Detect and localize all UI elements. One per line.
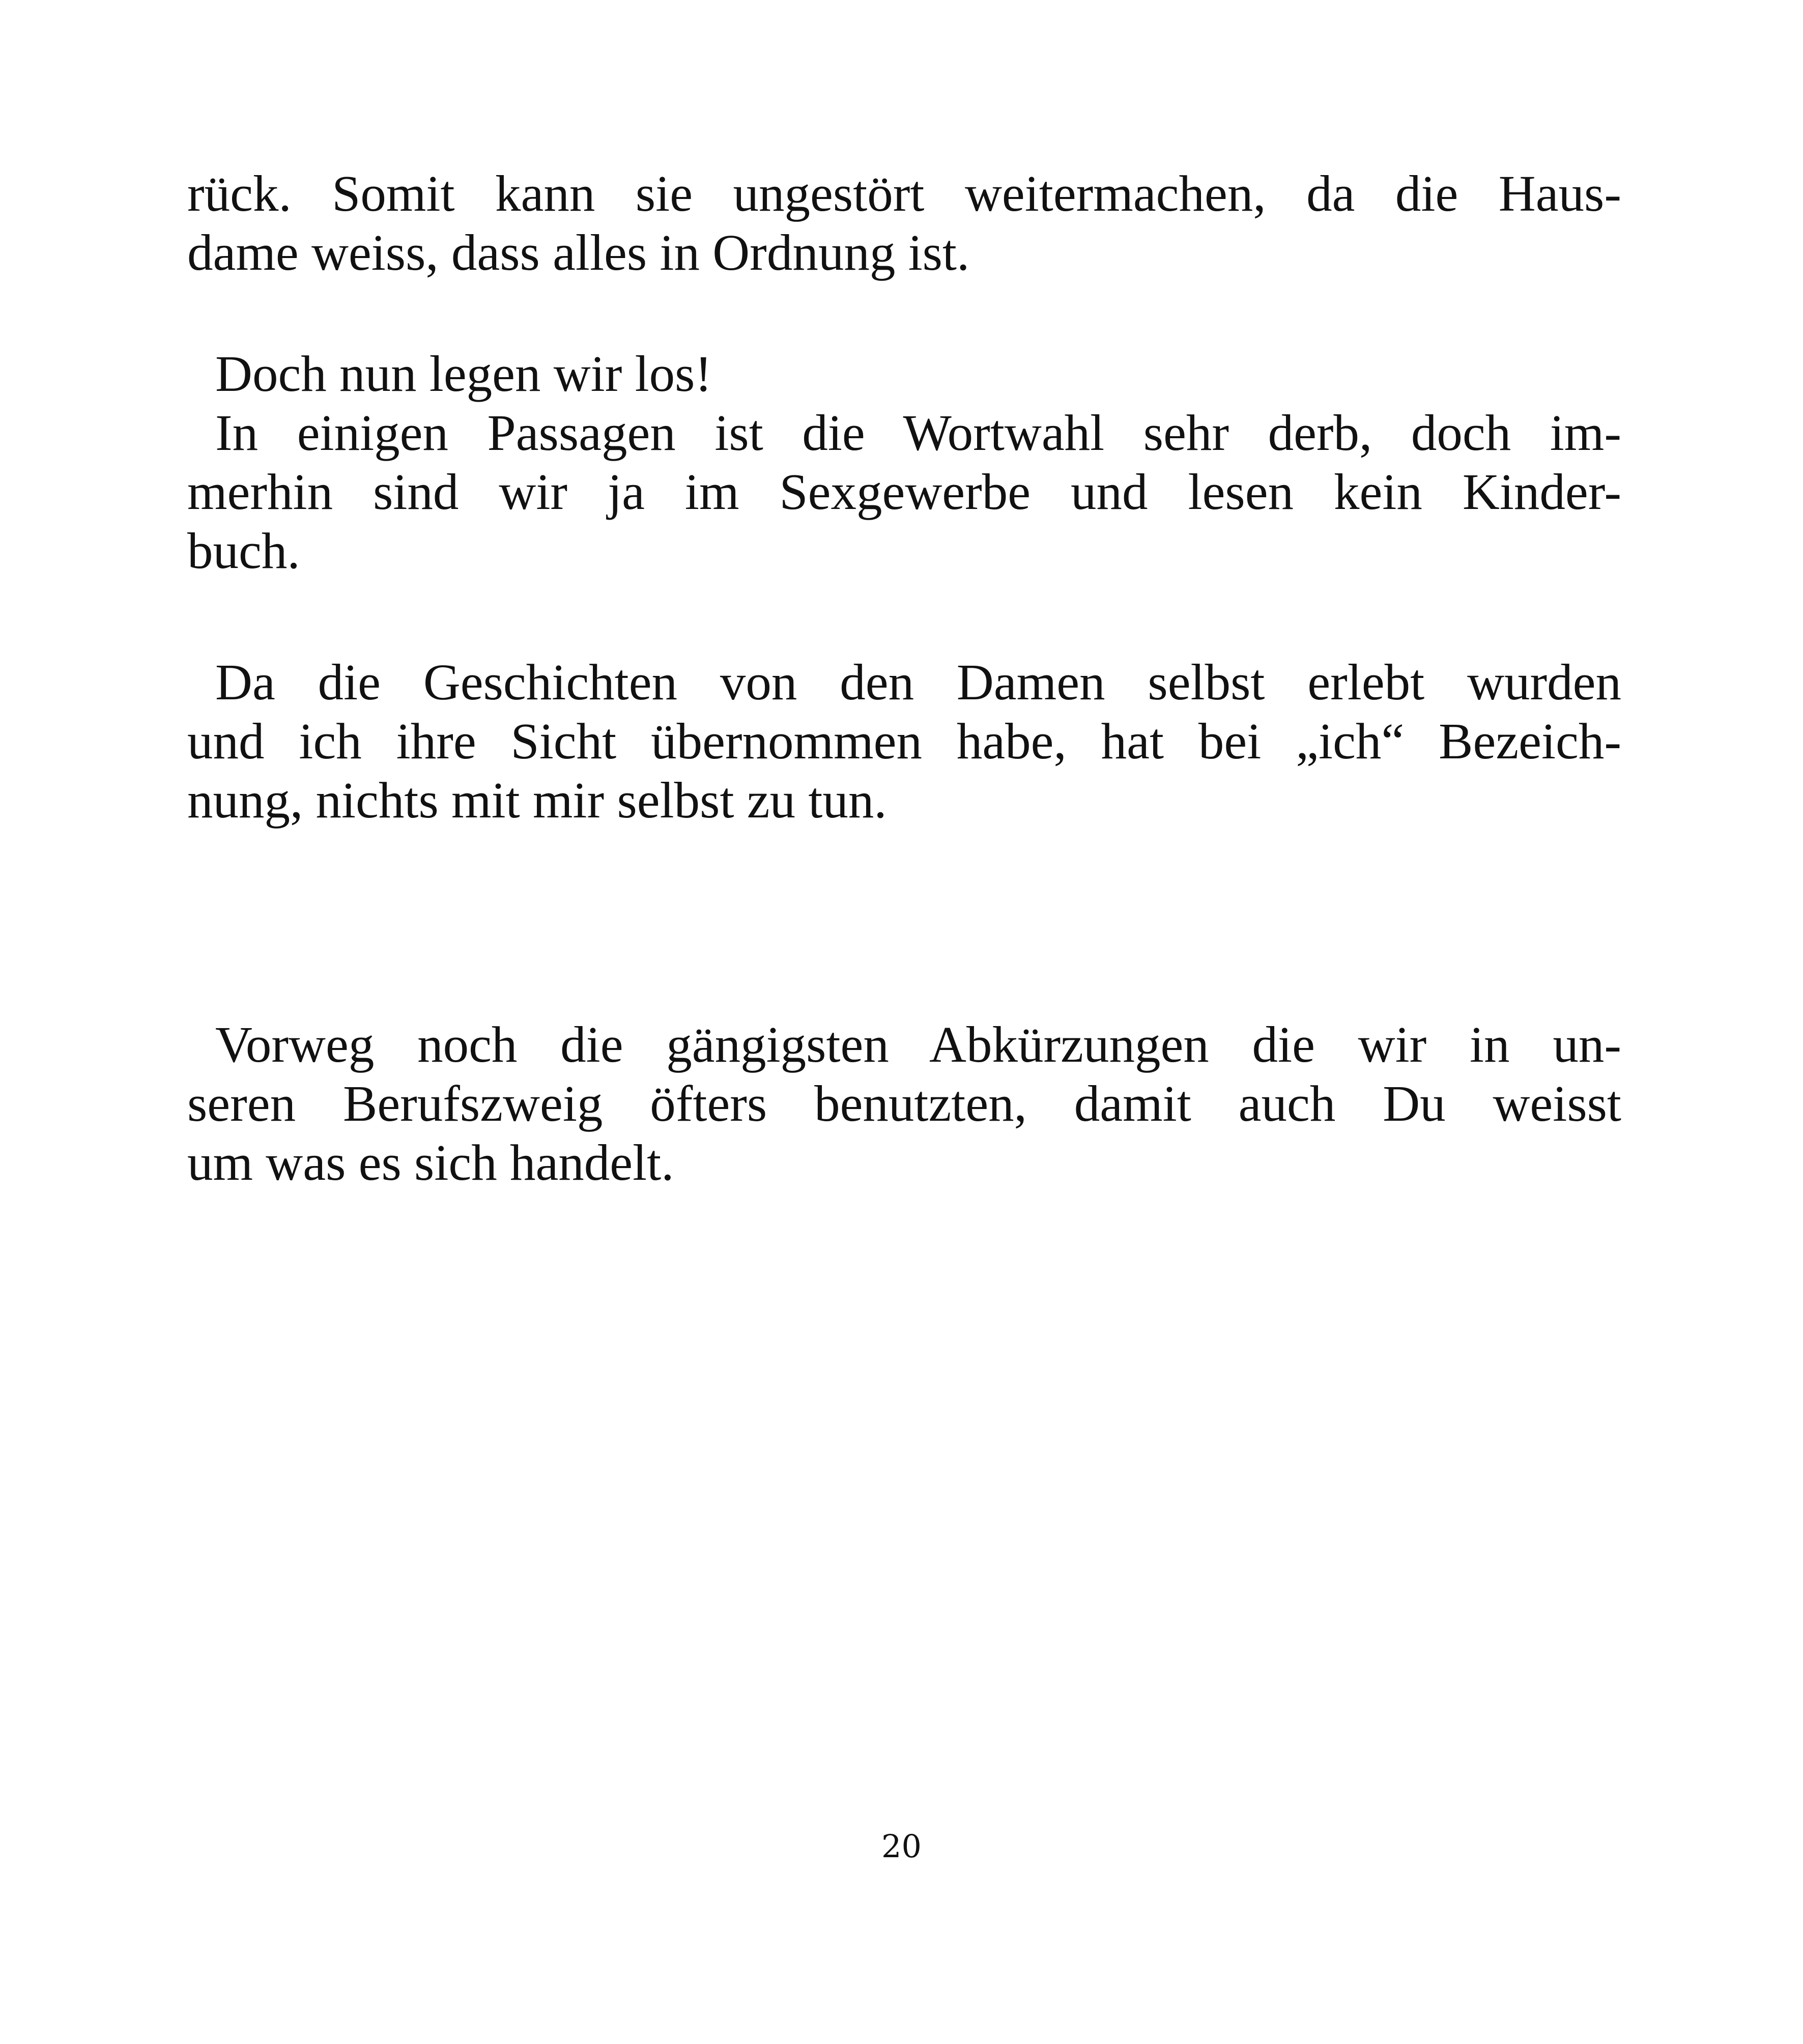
text-line: dame weiss, dass alles in Ordnung ist. <box>187 224 970 281</box>
text-line: Doch nun legen wir los! <box>215 345 712 402</box>
text-line: seren Berufszweig öfters benutzten, damit auch Du weisst <box>187 1075 1621 1132</box>
text-line: Da die Geschichten von den Damen selbst erlebt wurden <box>215 654 1621 711</box>
paragraph-3 <box>187 652 1621 830</box>
text-line: In einigen Passagen ist die Wortwahl sehr derb, doch im- <box>215 404 1621 461</box>
text-line: nung, nichts mit mir selbst zu tun. <box>187 772 887 829</box>
paragraph-4 <box>187 1015 1621 1192</box>
paragraph-2 <box>187 344 1621 580</box>
text-line: merhin sind wir ja im Sexgewerbe und lesen kein Kinder- <box>187 463 1621 520</box>
paragraph-1 <box>187 164 1621 282</box>
text-line: und ich ihre Sicht übernommen habe, hat bei „ich“ Bezeich- <box>187 713 1621 770</box>
text-line: rück. Somit kann sie ungestört weitermachen, da die Haus- <box>187 165 1621 222</box>
text-line: buch. <box>187 522 300 579</box>
text-line: Vorweg noch die gängigsten Abkürzungen die wir in un- <box>215 1016 1621 1073</box>
page-number: 20 <box>881 1828 922 1865</box>
text-line: um was es sich handelt. <box>187 1134 674 1191</box>
